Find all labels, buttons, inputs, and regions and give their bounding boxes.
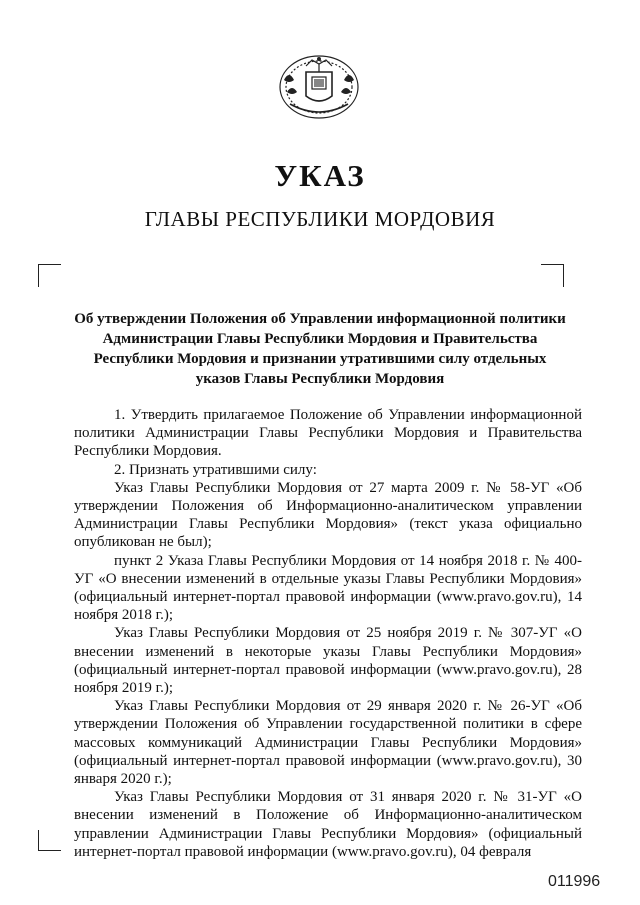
paragraph: Указ Главы Республики Мордовия от 29 января 2020 г. № 26-УГ «Об утверждении Положения об Управлении государственной политики в сфере массовых коммуникаций Администрации Главы Республики Мордовия» (официальный интернет-портал правовой информации (www.pravo.gov.ru), 30 января 2020 г.); bbox=[74, 698, 582, 788]
heading-line: Об утверждении Положения об Управлении информационной политики bbox=[74, 311, 566, 327]
paragraph: Указ Главы Республики Мордовия от 25 ноября 2019 г. № 307-УГ «О внесении изменений в некоторые указы Главы Республики Мордовия» (официальный интернет-портал правовой информации (www.pravo.gov.ru), 28 ноября 2019 г.); bbox=[74, 625, 582, 697]
document-body bbox=[74, 406, 582, 861]
corner-mark-top-right bbox=[541, 264, 564, 287]
corner-mark-bottom-left bbox=[38, 830, 61, 851]
document-number: 011996 bbox=[548, 873, 601, 890]
document-title: УКАЗ bbox=[274, 158, 366, 193]
heading-line: указов Главы Республики Мордовия bbox=[195, 371, 445, 387]
paragraph: 2. Признать утратившими силу: bbox=[114, 461, 317, 478]
document-heading bbox=[60, 309, 580, 389]
paragraph: Указ Главы Республики Мордовия от 31 января 2020 г. № 31-УГ «О внесении изменений в Положение об Информационно-аналитическом управлении Администрации Главы Республики Мордовия» (официальный интернет-портал правовой информации (www.pravo.gov.ru), 04 февраля bbox=[74, 789, 582, 860]
paragraph: Указ Главы Республики Мордовия от 27 марта 2009 г. № 58-УГ «Об утверждении Положения об Информационно-аналитическом управлении Администрации Главы Республики Мордовия» (текст указа официально опубликован не был); bbox=[74, 479, 582, 551]
paragraph: пункт 2 Указа Главы Республики Мордовия от 14 ноября 2018 г. № 400-УГ «О внесении изменений в отдельные указы Главы Республики Мордовия» (официальный интернет-портал правовой информации (www.pravo.gov.ru), 14 ноября 2018 г.); bbox=[74, 552, 582, 624]
corner-mark-top-left bbox=[38, 264, 61, 287]
heading-line: Республики Мордовия и признании утратившими силу отдельных bbox=[93, 351, 547, 367]
heading-line: Администрации Главы Республики Мордовия и Правительства bbox=[102, 331, 538, 347]
document-subtitle: ГЛАВЫ РЕСПУБЛИКИ МОРДОВИЯ bbox=[144, 207, 496, 231]
paragraph: 1. Утвердить прилагаемое Положение об Управлении информационной политики Администрации Главы Республики Мордовия и Правительства Республики Мордовия. bbox=[74, 407, 582, 460]
coat-of-arms-icon bbox=[276, 50, 362, 120]
